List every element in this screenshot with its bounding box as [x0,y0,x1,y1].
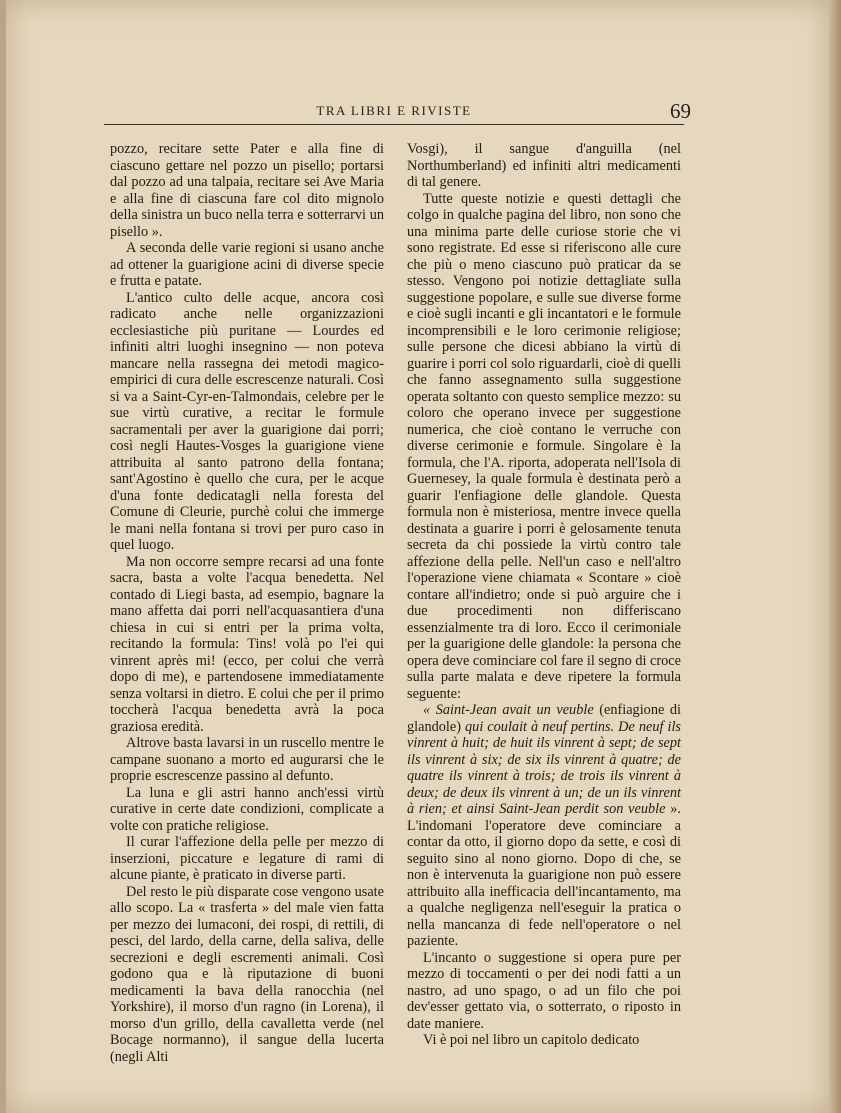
paragraph: Vi è poi nel libro un capitolo dedicato [423,1032,640,1048]
right-column [407,141,681,1049]
page-edge [829,0,841,1113]
paragraph: La luna e gli astri hanno anch'essi virtù curative in certe date condizioni, complicate a volte con pratiche religiose. [110,784,384,834]
quoted-formula-paragraph [407,702,681,950]
formula-quote: qui coulait à neuf pertins. De neuf ils vinrent à huit; de huit ils vinrent à sept; de sept ils vinrent à six; de six ils vinrent à quatre; de quatre ils vinrent à trois; de trois ils vinrent à deux; de deux ils vinrent à un; de un ils vinrent à rien; et ainsi Saint-Jean perdit son veuble [407,718,681,817]
paragraph-text: ». L'indomani l'operatore deve cominciare a contar da otto, il giorno dopo da sette, e così di seguito sino al nono giorno. Dopo di che, se non è intervenuta la guarigione non può essere attribuito alla inefficacia dell'incantamento, ma a qualche negligenza nell'eseguir la pratica o nella mancanza di fede nell'operatore o nel paziente. [407,801,681,949]
paragraph: Altrove basta lavarsi in un ruscello mentre le campane suonano a morto ed augurarsi che le proprie escrescenze passino al defunto. [110,735,384,784]
paragraph: Il curar l'affezione della pelle per mezzo di inserzioni, piccature e legature di rami di alcune piante, è praticato in diverse parti. [110,834,384,883]
paragraph: Ma non occorre sempre recarsi ad una fonte sacra, basta a volte l'acqua benedetta. Nel contado di Liegi basta, ad esempio, bagnare la mano affetta dai porri nell'acquasantiera d'una chiesa in cui si entri per la prima volta, recitando la formula: Tins! volà po l'ei qui vinrent après mi! (ecco, per colui che verrà dopo di me), e partendosene immediatamente senza voltarsi in dietro. E colui che per il primo toccherà l'acqua benedetta avrà la poca graziosa eredità. [110,553,384,735]
paragraph: L'incanto o suggestione si opera pure per mezzo di toccamenti o per dei nodi fatti a un nastro, ad uno spago, o ad un filo che poi dev'esser gettato via, o sotterrato, o riposto in date maniere. [407,949,681,1032]
paragraph: pozzo, recitare sette Pater e alla fine di ciascuno gettare nel pozzo un pisello; portarsi dal pozzo ad una talpaia, recitare sei Ave Maria e alla fine di ciascuna fare col dito mignolo della sinistra un buco nella terra e sotterrarvi un pisello ». [110,141,384,240]
formula-quote: « Saint-Jean avait un veuble [423,702,594,718]
paragraph: L'antico culto delle acque, ancora così radicato anche nelle organizzazioni ecclesiastiche più puritane — Lourdes ed infiniti altri luoghi insegnino — non poteva mancare nella rassegna dei metodi magico-empirici di cura delle escrescenze naturali. Così si va a Saint-Cyr-en-Talmondais, celebre per le sue virtù curative, a recitar le formule sacramentali per aver la guarigione dai porri; così negli Hautes-Vosges la guarigione viene attribuita al santo patrono della fontana; sant'Agostino è quello che cura, per le acque d'una fonte dedicatagli nella foresta del Comune di Cleurie, purchè colui che immerge le mani nella fontana si trovi per puro caso in quel luogo. [110,289,384,553]
running-title: TRA LIBRI E RIVISTE [316,103,472,118]
formula-gloss: (enfiagione di glandole) [407,702,681,735]
running-header [104,103,684,125]
paragraph: Del resto le più disparate cose vengono usate allo scopo. La « trasferta » del male vien fatta per mezzo dei lumaconi, dei rospi, di rettili, di pesci, del lardo, della carne, della saliva, delle secrezioni e degli escrementi animali. Così godono qua e là riputazione di buoni medicamenti la bava della ranocchia (nel Yorkshire), il morso d'un ragno (in Lorena), il morso d'un grillo, della cavalletta verde (nel Bocage normanno), il sangue della lucerta (negli Alti [110,883,384,1065]
paragraph: Tutte queste notizie e questi dettagli che colgo in qualche pagina del libro, non sono che una minima parte delle curiose storie che vi sono registrate. Ed esse si riferiscono alle cure che più o meno ciascuno può praticar da se stesso. Vengono poi notizie dettagliate sulla suggestione popolare, e sulle sue diverse forme e cioè sugli incanti e gli incantatori e le formule incomprensibili e le loro cerimonie religiose; sulle persone che dicesi abbiano la virtù di guarire i porri col solo riguardarli, cioè di quelli che fanno assegnamento sulla suggestione operata soltanto con questo semplice mezzo: su coloro che operano invece per suggestione numerica, che cioè contano le verruche con diverse cerimonie e formule. Singolare è la formula, che l'A. riporta, adoperata nell'Isola di Guernesey, la quale formula è destinata però a guarir l'enfiagione delle glandole. Questa formula non è misteriosa, mentre invece quella destinata a guarire i porri è gelosamente tenuta secreta da chi possiede la virtù contro tale affezione della pelle. Nell'un caso e nell'altro l'operazione viene chiamata « Scontare » cioè contare all'indietro; onde si può arguire che i due procedimenti non differiscano essenzialmente tra di loro. Ecco il cerimoniale per la guarigione delle glandole: la persona che opera deve cominciare col fare il segno di croce sulla parte malata e deve ripetere la formula seguente: [407,190,681,702]
paragraph: A seconda delle varie regioni si usano anche ad ottener la guarigione acini di diverse specie e frutta e patate. [110,240,384,289]
header-rule [104,124,684,125]
left-column [110,141,384,1065]
paragraph: Vosgi), il sangue d'anguilla (nel Northumberland) ed infiniti altri medicamenti di tal genere. [407,141,681,190]
page-number: 69 [670,99,691,123]
